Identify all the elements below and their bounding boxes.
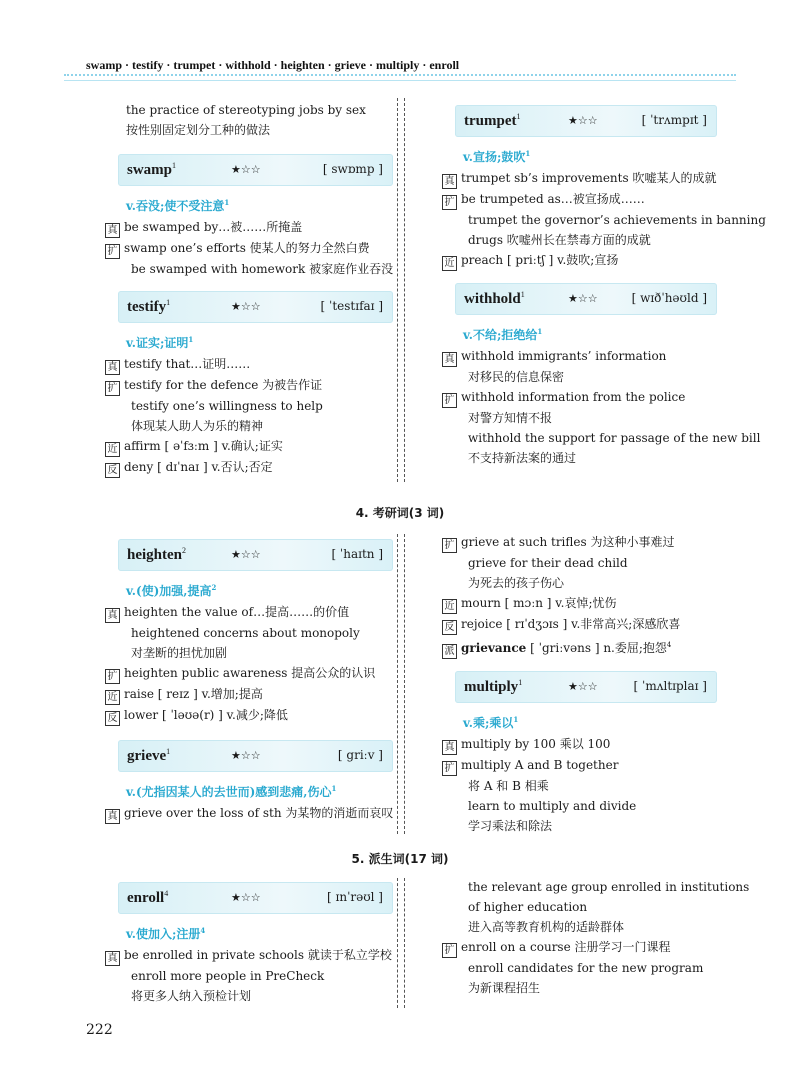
entry-card-withhold <box>455 283 717 315</box>
example-line: 不支持新法案的通过 <box>468 451 577 465</box>
fan-mark: 反 <box>105 711 120 726</box>
bottom-right-column <box>444 877 750 998</box>
part-of-speech: v.(使)加强,提高$^2$ <box>126 583 217 598</box>
part-of-speech: v.使加入;注册$^4$ <box>126 926 206 941</box>
jin-mark: 近 <box>442 256 457 271</box>
entry-card-swamp <box>118 154 393 186</box>
example-line: 扩 heighten public awareness 提高公众的认识 <box>105 663 393 684</box>
column-divider <box>397 98 405 482</box>
phonetic: [ ɪnˈrəʊl ] <box>327 890 383 904</box>
example-line: 真 trumpet sb’s improvements 吹嘘某人的成就 <box>442 168 717 189</box>
example-line: 为死去的孩子伤心 <box>468 576 565 590</box>
kuo-mark: 扩 <box>442 538 457 553</box>
example-line: 对警方知情不报 <box>468 411 553 425</box>
example-line: grieve for their dead child <box>468 556 628 570</box>
derivative-line: 派 grievance [ ˈgriːvəns ] n.委屈;抱怨$^4$ <box>442 635 717 659</box>
synonym-line: 近 affirm [ əˈfɜːm ] v.确认;证实 <box>105 436 393 457</box>
example-line: withhold the support for passage of the new bill <box>468 431 761 445</box>
frequency-stars: ★☆☆ <box>231 163 261 176</box>
example-line: drugs 吹嘘州长在禁毒方面的成就 <box>468 233 651 247</box>
part-of-speech: v.宣扬;鼓吹$^1$ <box>463 149 531 164</box>
example-line: testify one’s willingness to help <box>131 399 323 413</box>
frequency-stars: ★☆☆ <box>231 300 261 313</box>
section-heading-4: 4. 考研词(3 词) <box>355 506 445 520</box>
kuo-mark: 扩 <box>105 381 120 396</box>
phonetic: [ ˈmʌltɪplaɪ ] <box>633 679 707 693</box>
example-line: enroll more people in PreCheck <box>131 969 325 983</box>
part-of-speech: v.吞没;使不受注意$^1$ <box>126 198 230 213</box>
example-line: 扩 grieve at such trifles 为这种小事难过 <box>442 532 717 553</box>
frequency-stars: ★☆☆ <box>568 114 598 127</box>
entry-card-trumpet <box>455 105 717 137</box>
entry-card-testify <box>118 291 393 323</box>
zhen-mark: 真 <box>442 174 457 189</box>
antonym-line: 反 lower [ ˈləʊə(r) ] v.减少;降低 <box>105 705 393 726</box>
zhen-mark: 真 <box>105 608 120 623</box>
bottom-left-column <box>107 876 393 1006</box>
headword: grieve$^1$ <box>127 747 171 764</box>
synonym-line: 近 mourn [ mɔːn ] v.哀悼;忧伤 <box>442 593 717 614</box>
kuo-mark: 扩 <box>442 195 457 210</box>
frequency-stars: ★☆☆ <box>231 891 261 904</box>
middle-right-column <box>444 532 717 836</box>
phonetic: [ ˈtestɪfaɪ ] <box>320 299 383 313</box>
example-line: 将 A 和 B 相乘 <box>468 779 549 793</box>
example-line: the relevant age group enrolled in institutions <box>468 880 750 894</box>
headword: withhold$^1$ <box>464 290 525 307</box>
example-line: 扩 testify for the defence 为被告作证 <box>105 375 393 396</box>
antonym-line: 反 deny [ dɪˈnaɪ ] v.否认;否定 <box>105 457 393 478</box>
example-line: heightened concerns about monopoly <box>131 626 360 640</box>
headword: swamp$^1$ <box>127 161 177 178</box>
phonetic: [ ˈhaɪtn ] <box>331 547 383 561</box>
kuo-mark: 扩 <box>442 393 457 408</box>
example-line: 真 grieve over the loss of sth 为某物的消逝而哀叹 <box>105 803 393 824</box>
headword: enroll$^4$ <box>127 889 169 906</box>
example-line: 体现某人助人为乐的精神 <box>131 419 264 433</box>
example-line: of higher education <box>468 900 588 914</box>
phonetic: [ ˈtrʌmpɪt ] <box>641 113 707 127</box>
phonetic: [ swɒmp ] <box>322 162 383 176</box>
example-line: 将更多人纳入预检计划 <box>131 989 252 1003</box>
example-line: 学习乘法和除法 <box>468 819 553 833</box>
middle-left-column <box>107 535 394 824</box>
example-line: 真 be enrolled in private schools 就读于私立学校 <box>105 945 393 966</box>
part-of-speech: v.乘;乘以$^1$ <box>463 715 519 730</box>
part-of-speech: v.证实;证明$^1$ <box>126 335 194 350</box>
part-of-speech: v.不给;拒绝给$^1$ <box>463 327 543 342</box>
top-left-column <box>107 100 394 478</box>
example-line: enroll candidates for the new program <box>468 961 704 975</box>
antonym-line: 反 rejoice [ rɪˈdʒɔɪs ] v.非常高兴;深感欣喜 <box>442 614 717 635</box>
column-divider <box>397 878 405 1008</box>
entry-card-heighten <box>118 539 393 571</box>
example-line: 对垄断的担忧加剧 <box>131 646 228 660</box>
intro-zh: 按性别固定划分工种的做法 <box>126 123 271 137</box>
example-line: 扩 withhold information from the police <box>442 387 717 408</box>
example-line: 真 be swamped by…被……所掩盖 <box>105 217 393 238</box>
example-line: learn to multiply and divide <box>468 799 637 813</box>
example-line: 真 heighten the value of…提高……的价值 <box>105 602 393 623</box>
fan-mark: 反 <box>105 463 120 478</box>
example-line: 扩 multiply A and B together <box>442 755 717 776</box>
fan-mark: 反 <box>442 620 457 635</box>
pai-mark: 派 <box>442 644 457 659</box>
example-line: 真 testify that…证明…… <box>105 354 393 375</box>
frequency-stars: ★☆☆ <box>231 548 261 561</box>
zhen-mark: 真 <box>105 809 120 824</box>
example-line: 对移民的信息保密 <box>468 370 565 384</box>
headword: testify$^1$ <box>127 298 171 315</box>
example-line: 真 withhold immigrants’ information <box>442 346 717 367</box>
example-line: 扩 swamp one’s efforts 使某人的努力全然白费 <box>105 238 393 259</box>
top-right-column <box>444 101 766 468</box>
entry-card-enroll <box>118 882 393 914</box>
kuo-mark: 扩 <box>105 244 120 259</box>
headword: multiply$^1$ <box>464 678 523 695</box>
example-line: 为新课程招生 <box>468 981 541 995</box>
phonetic: [ griːv ] <box>337 748 383 762</box>
kuo-mark: 扩 <box>105 669 120 684</box>
zhen-mark: 真 <box>442 740 457 755</box>
intro-en: the practice of stereotyping jobs by sex <box>126 103 366 117</box>
example-line: 进入高等教育机构的适龄群体 <box>468 920 625 934</box>
synonym-line: 近 raise [ reɪz ] v.增加;提高 <box>105 684 393 705</box>
example-line: trumpet the governor’s achievements in banning <box>468 213 766 227</box>
zhen-mark: 真 <box>442 352 457 367</box>
phonetic: [ wɪðˈhəʊld ] <box>631 291 707 305</box>
zhen-mark: 真 <box>105 223 120 238</box>
kuo-mark: 扩 <box>442 943 457 958</box>
running-header: swamp · testify · trumpet · withhold · heighten · grieve · multiply · enroll <box>86 58 460 72</box>
frequency-stars: ★☆☆ <box>231 749 261 762</box>
section-heading-5: 5. 派生词(17 词) <box>351 852 449 866</box>
part-of-speech: v.(尤指因某人的去世而)感到悲痛,伤心$^1$ <box>126 784 337 799</box>
entry-card-grieve <box>118 740 393 772</box>
column-divider <box>397 534 405 834</box>
example-line: be swamped with homework 被家庭作业吞没 <box>131 262 394 276</box>
header-rule <box>64 74 736 81</box>
headword: heighten$^2$ <box>127 546 187 563</box>
jin-mark: 近 <box>105 442 120 457</box>
example-line: 扩 be trumpeted as…被宣扬成…… <box>442 189 717 210</box>
zhen-mark: 真 <box>105 951 120 966</box>
example-line: 扩 enroll on a course 注册学习一门课程 <box>442 937 725 958</box>
jin-mark: 近 <box>442 599 457 614</box>
kuo-mark: 扩 <box>442 761 457 776</box>
frequency-stars: ★☆☆ <box>568 292 598 305</box>
headword: trumpet$^1$ <box>464 112 521 129</box>
jin-mark: 近 <box>105 690 120 705</box>
entry-card-multiply <box>455 671 717 703</box>
page-number: 222 <box>86 1022 113 1038</box>
example-line: 真 multiply by 100 乘以 100 <box>442 734 717 755</box>
synonym-line: 近 preach [ priːtʃ ] v.鼓吹;宣扬 <box>442 250 717 271</box>
frequency-stars: ★☆☆ <box>568 680 598 693</box>
zhen-mark: 真 <box>105 360 120 375</box>
